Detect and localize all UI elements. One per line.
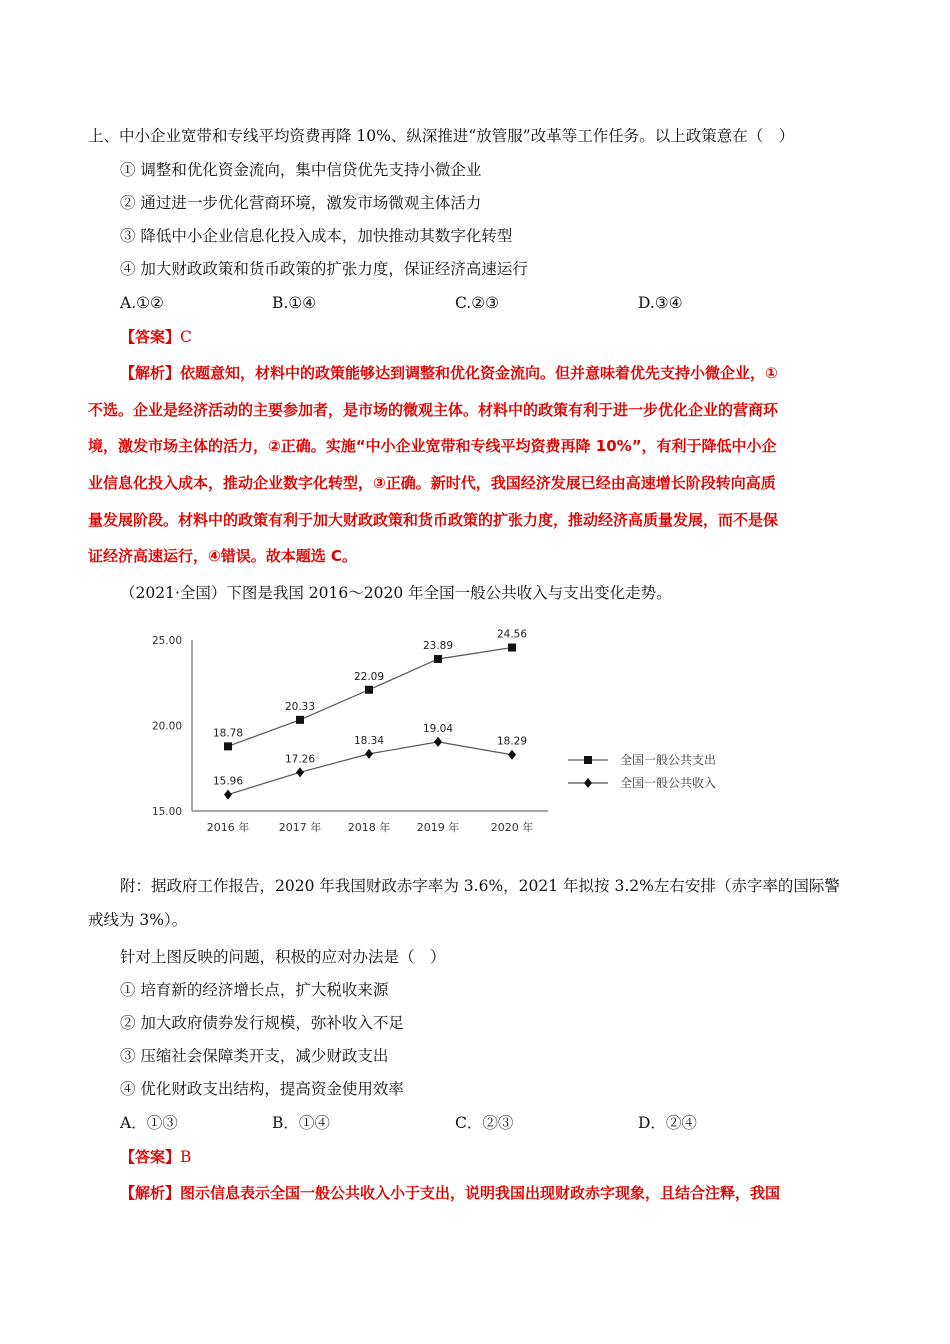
legend-label: 全国一般公共支出 xyxy=(620,753,717,767)
q1-option-b: B.①④ xyxy=(272,294,317,312)
data-label: 19.04 xyxy=(422,722,454,735)
data-label: 24.56 xyxy=(496,628,528,641)
data-label: 20.33 xyxy=(284,700,316,713)
answer-value: C xyxy=(180,328,192,346)
x-tick-label: 2018 年 xyxy=(347,821,391,834)
q2-note-line-2: 戒线为 3%）。 xyxy=(88,911,188,929)
legend-marker-diamond xyxy=(584,778,592,788)
q1-answer xyxy=(120,327,192,347)
data-point-diamond xyxy=(296,767,304,777)
q2-item-1: ① 培育新的经济增长点，扩大税收来源 xyxy=(120,981,389,999)
y-tick-label: 25.00 xyxy=(151,635,182,647)
data-label: 18.29 xyxy=(496,735,528,748)
q2-option-d: D．②④ xyxy=(638,1114,697,1132)
data-label: 18.34 xyxy=(353,734,385,747)
answer-label: 【答案】 xyxy=(120,1148,181,1166)
answer-value: B xyxy=(180,1148,192,1166)
q2-option-a: A．①③ xyxy=(120,1114,178,1132)
data-label: 17.26 xyxy=(284,753,316,766)
data-point-square xyxy=(365,686,373,694)
analysis-text: 图示信息表示全国一般公共收入小于支出，说明我国出现财政赤字现象，且结合注释，我国 xyxy=(180,1184,781,1202)
q1-analysis-line-5: 量发展阶段。材料中的政策有利于加大财政政策和货币政策的扩张力度，推动经济高质量发展，而不是保 xyxy=(88,511,779,529)
q1-analysis-line-1 xyxy=(120,363,778,383)
analysis-label: 【解析】 xyxy=(120,364,181,382)
legend-label: 全国一般公共收入 xyxy=(620,776,717,790)
answer-label: 【答案】 xyxy=(120,328,181,346)
data-point-diamond xyxy=(508,750,516,760)
q2-intro: （2021·全国）下图是我国 2016～2020 年全国一般公共收入与支出变化走势。 xyxy=(120,584,672,602)
q1-analysis-line-6: 证经济高速运行，④错误。故本题选 C。 xyxy=(88,547,357,565)
q1-option-c: C.②③ xyxy=(455,294,500,312)
q2-option-b: B．①④ xyxy=(272,1114,330,1132)
analysis-text: 依题意知，材料中的政策能够达到调整和优化资金流向。但并意味着优先支持小微企业，① xyxy=(180,364,778,382)
data-label: 23.89 xyxy=(422,639,454,652)
chart-legend xyxy=(568,752,716,790)
q2-note-line-1: 附：据政府工作报告，2020 年我国财政赤字率为 3.6%，2021 年拟按 3.2%左右安排（赤字率的国际警 xyxy=(120,877,840,895)
data-label: 18.78 xyxy=(212,727,244,740)
fiscal-chart xyxy=(140,628,780,843)
x-tick-label: 2020 年 xyxy=(490,821,534,834)
legend-marker-square xyxy=(584,756,592,764)
q1-analysis-line-4: 业信息化投入成本，推动企业数字化转型，③正确。新时代，我国经济发展已经由高速增长阶段转向高质 xyxy=(88,474,776,492)
y-tick-label: 20.00 xyxy=(151,720,182,733)
q2-analysis-line-1 xyxy=(120,1183,780,1203)
q1-item-3: ③ 降低中小企业信息化投入成本，加快推动其数字化转型 xyxy=(120,227,513,245)
data-point-square xyxy=(224,742,232,750)
chart-ticks xyxy=(152,635,533,834)
data-point-square xyxy=(296,716,304,724)
y-tick-label: 15.00 xyxy=(151,806,182,818)
analysis-label: 【解析】 xyxy=(120,1184,181,1202)
q1-option-a: A.①② xyxy=(120,294,164,312)
chart-series xyxy=(213,629,527,800)
q1-item-2: ② 通过进一步优化营商环境，激发市场微观主体活力 xyxy=(120,194,482,212)
series-line-1 xyxy=(228,648,512,747)
x-tick-label: 2017 年 xyxy=(278,821,322,834)
x-tick-label: 2016 年 xyxy=(206,821,250,834)
q2-option-c: C．②③ xyxy=(455,1114,514,1132)
q2-question: 针对上图反映的问题，积极的应对办法是（ ） xyxy=(120,948,446,966)
data-point-square xyxy=(434,655,442,663)
q1-item-4: ④ 加大财政政策和货币政策的扩张力度，保证经济高速运行 xyxy=(120,260,528,278)
q2-item-2: ② 加大政府债券发行规模，弥补收入不足 xyxy=(120,1014,404,1032)
q1-analysis-line-3: 境，激发市场主体的活力，②正确。实施“中小企业宽带和专线平均资费再降 10%”，有利于降低中小企 xyxy=(88,437,777,455)
series-line-2 xyxy=(228,742,512,795)
data-point-diamond xyxy=(434,737,442,747)
data-point-square xyxy=(508,644,516,652)
q1-analysis-line-2: 不选。企业是经济活动的主要参加者，是市场的微观主体。材料中的政策有利于进一步优化企业的营商环 xyxy=(88,401,779,419)
q2-answer xyxy=(120,1147,191,1167)
q2-item-4: ④ 优化财政支出结构，提高资金使用效率 xyxy=(120,1080,404,1098)
chart-axes xyxy=(192,640,548,811)
data-point-diamond xyxy=(224,790,232,800)
data-point-diamond xyxy=(365,749,373,759)
q2-item-3: ③ 压缩社会保障类开支，减少财政支出 xyxy=(120,1047,389,1065)
data-label: 22.09 xyxy=(353,670,385,683)
q1-option-d: D.③④ xyxy=(638,294,683,312)
data-label: 15.96 xyxy=(212,775,244,788)
x-tick-label: 2019 年 xyxy=(416,821,460,834)
q1-stem: 上、中小企业宽带和专线平均资费再降 10%、纵深推进“放管服”改革等工作任务。以上政策意在（ ） xyxy=(88,127,795,145)
q1-item-1: ① 调整和优化资金流向，集中信贷优先支持小微企业 xyxy=(120,161,482,179)
